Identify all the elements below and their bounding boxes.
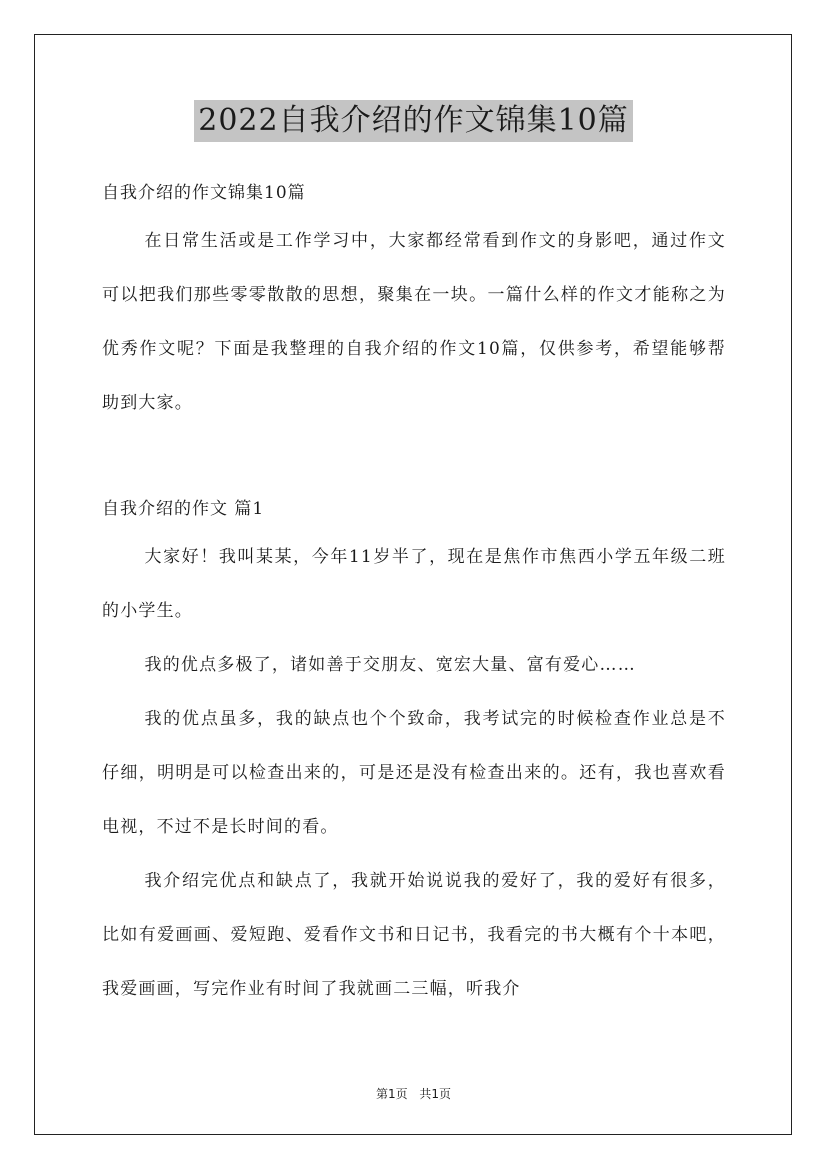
title-wrap: [0, 100, 827, 142]
section-heading: 自我介绍的作文 篇1: [102, 499, 265, 519]
paragraph: 我介绍完优点和缺点了，我就开始说说我的爱好了，我的爱好有很多，比如有爱画画、爱短跑、爱看作文书和日记书，我看完的书大概有个十本吧，我爱画画，写完作业有时间了我就画二三幅，听我介: [102, 871, 726, 999]
document-subtitle: 自我介绍的作文锦集10篇: [102, 183, 306, 203]
page-number: 第1页: [375, 1087, 408, 1101]
document-body: [102, 176, 726, 1016]
intro-paragraph: 在日常生活或是工作学习中，大家都经常看到作文的身影吧，通过作文可以把我们那些零零散散的思想，聚集在一块。一篇什么样的作文才能称之为优秀作文呢？下面是我整理的自我介绍的作文10篇，仅供参考，希望能够帮助到大家。: [102, 231, 726, 413]
document-title: 2022自我介绍的作文锦集10篇: [194, 100, 633, 142]
page-total: 共1页: [419, 1087, 452, 1101]
paragraph: 大家好！我叫某某，今年11岁半了，现在是焦作市焦西小学五年级二班的小学生。: [102, 547, 726, 621]
paragraph: 我的优点虽多，我的缺点也个个致命，我考试完的时候检查作业总是不仔细，明明是可以检查出来的，可是还是没有检查出来的。还有，我也喜欢看电视，不过不是长时间的看。: [102, 709, 726, 837]
paragraph: 我的优点多极了，诸如善于交朋友、宽宏大量、富有爱心……: [144, 655, 636, 675]
page-footer: [0, 1085, 827, 1102]
